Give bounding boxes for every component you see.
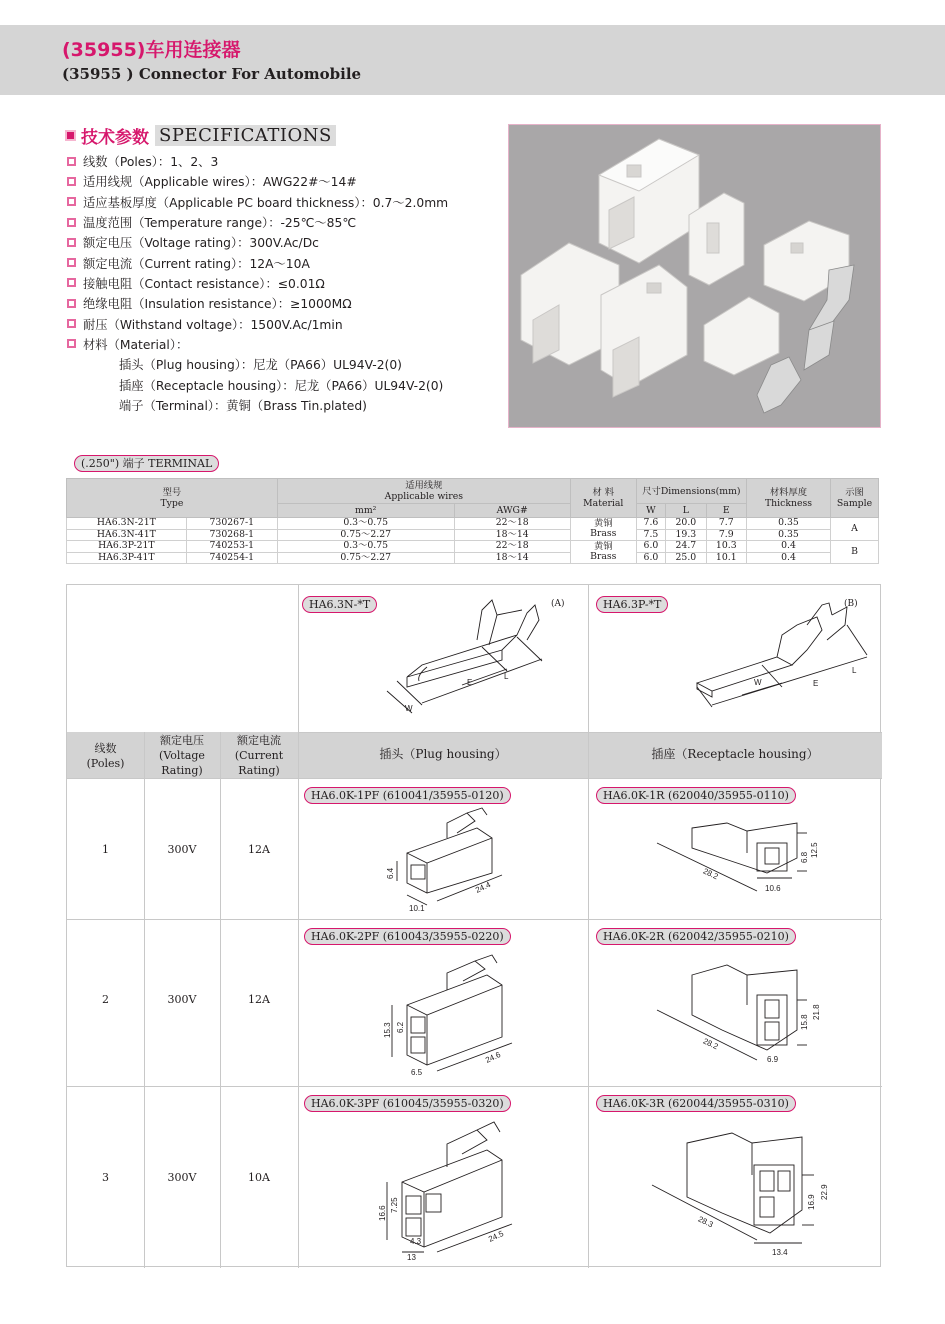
th-e: E [706, 504, 746, 518]
col-receptacle-header: 插座（Receptacle housing） [651, 747, 819, 761]
th-awg: AWG# [454, 504, 570, 518]
th-dims: 尺寸Dimensions(mm) [636, 479, 746, 504]
th-sample-zh: 示图 [845, 487, 864, 498]
svg-text:16.9: 16.9 [807, 1194, 816, 1210]
row3-receptacle-label: HA6.0K-3R (620044/35955-0310) [596, 1095, 796, 1112]
th-type-zh: 型号 [162, 487, 182, 498]
th-thick-en: Thickness [764, 498, 813, 509]
th-sample-en: Sample [836, 498, 873, 509]
row1-receptacle-drawing [647, 803, 847, 913]
svg-text:6.5: 6.5 [411, 1068, 423, 1077]
divider [67, 1086, 882, 1087]
th-w: W [636, 504, 665, 518]
svg-text:6.8: 6.8 [800, 851, 809, 863]
terminal-pill: (.250") 端子 TERMINAL [74, 455, 219, 472]
svg-text:6.4: 6.4 [386, 867, 395, 879]
bullet-icon [67, 278, 76, 287]
row3-receptacle-drawing [642, 1115, 852, 1260]
page-title-en: (35955 ) Connector For Automobile [62, 65, 362, 83]
specs-list [67, 151, 448, 415]
term-a-label-wrap [302, 593, 377, 613]
bullet-icon [67, 238, 76, 247]
term-b-label-wrap [596, 593, 668, 613]
spec-item: 线数（Poles）：1、2、3 [67, 151, 448, 171]
dim-l-b: L [852, 666, 857, 675]
spec-item: 适用线规（Applicable wires）：AWG22#～14# [67, 171, 448, 191]
row2-plug-drawing [367, 945, 557, 1080]
divider [298, 732, 882, 733]
spec-item: 材料（Material）： [67, 334, 448, 354]
specs-title-zh: 技术参数 [81, 128, 149, 148]
connector-photo-graphic [509, 125, 882, 429]
svg-text:28.2: 28.2 [701, 1036, 720, 1052]
sample-a: A [831, 518, 879, 541]
row2-voltage: 300V [167, 993, 197, 1006]
terminal-b-drawing [667, 595, 877, 725]
row1-poles: 1 [102, 843, 109, 856]
row2-receptacle-drawing [647, 950, 847, 1080]
svg-text:15.3: 15.3 [383, 1022, 392, 1038]
divider [588, 585, 589, 1268]
svg-text:12.5: 12.5 [810, 842, 819, 858]
row1-current: 12A [248, 843, 270, 856]
spec-item: 接触电阻（Contact resistance）：≤0.01Ω [67, 273, 448, 293]
bullet-icon [67, 218, 76, 227]
col-voltage-header: 额定电压 (Voltage Rating) [159, 734, 205, 777]
svg-text:16.6: 16.6 [378, 1205, 387, 1221]
spec-item: 绝缘电阻（Insulation resistance）：≥1000MΩ [67, 293, 448, 313]
svg-text:22.9: 22.9 [820, 1184, 829, 1200]
housing-drawing-grid [66, 584, 881, 1267]
terminal-table [66, 478, 879, 564]
bullet-icon [67, 258, 76, 267]
term-a-tag: (A) [551, 599, 565, 609]
row3-current: 10A [248, 1171, 270, 1184]
svg-text:4.3: 4.3 [410, 1237, 422, 1246]
svg-text:24.6: 24.6 [484, 1050, 502, 1065]
table-row: HA6.3N-21T 730267-1 0.3～0.75 22～18 黄铜 Brass 7.6 20.0 7.7 0.35 A [67, 518, 879, 530]
product-photo [508, 124, 881, 428]
th-l: L [666, 504, 706, 518]
col-current-header: 额定电流 (Current Rating) [234, 734, 284, 777]
spec-item: 耐压（Withstand voltage）：1500V.Ac/1min [67, 313, 448, 333]
spec-item: 额定电压（Voltage rating）：300V.Ac/Dc [67, 232, 448, 252]
table-row: HA6.3P-41T 740254-1 0.75～2.27 18～14 6.0 25.0 10.1 0.4 [67, 552, 879, 564]
material-item: 插座（Receptacle housing）：尼龙（PA66）UL94V-2(0) [119, 378, 444, 393]
svg-text:24.5: 24.5 [487, 1229, 505, 1244]
material-item: 端子（Terminal）：黄铜（Brass Tin.plated) [119, 399, 367, 414]
row2-poles: 2 [102, 993, 109, 1006]
square-bullet-icon [65, 130, 76, 141]
col-plug-header: 插头（Plug housing） [379, 747, 507, 761]
dim-e: E [467, 678, 473, 687]
specs-heading [65, 123, 336, 148]
svg-text:6.9: 6.9 [767, 1055, 779, 1064]
row3-poles: 3 [102, 1171, 109, 1184]
spec-item: 额定电流（Current rating）：12A～10A [67, 252, 448, 272]
material-item: 插头（Plug housing）：尼龙（PA66）UL94V-2(0) [119, 358, 402, 373]
th-material-zh: 材 料 [592, 487, 615, 498]
bullet-icon [67, 299, 76, 308]
svg-text:15.8: 15.8 [800, 1014, 809, 1030]
bullet-icon [67, 339, 76, 348]
row2-plug-label: HA6.0K-2PF (610043/35955-0220) [304, 928, 511, 945]
row1-voltage: 300V [167, 843, 197, 856]
term-a-label: HA6.3N-*T [302, 596, 377, 613]
row2-current: 12A [248, 993, 270, 1006]
row2-receptacle-label: HA6.0K-2R (620042/35955-0210) [596, 928, 796, 945]
row3-voltage: 300V [167, 1171, 197, 1184]
svg-text:24.4: 24.4 [474, 880, 492, 895]
divider [67, 778, 882, 779]
dim-w-b: W [754, 678, 762, 687]
svg-text:13: 13 [407, 1253, 416, 1262]
row3-plug-drawing [362, 1112, 562, 1262]
table-row: HA6.3P-21T 740253-1 0.3～0.75 22～18 黄铜 Brass 6.0 24.7 10.3 0.4 B [67, 541, 879, 553]
row1-plug-drawing [367, 803, 557, 913]
dim-l: L [504, 672, 509, 681]
specs-title-en: SPECIFICATIONS [155, 125, 336, 146]
terminal-a-drawing [367, 595, 587, 725]
svg-text:7.25: 7.25 [390, 1197, 399, 1213]
bullet-icon [67, 177, 76, 186]
bullet-icon [67, 197, 76, 206]
svg-text:10.1: 10.1 [409, 904, 425, 913]
bullet-icon [67, 157, 76, 166]
terminal-label [74, 452, 219, 472]
sample-b: B [831, 541, 879, 564]
divider [298, 585, 299, 1268]
col-poles-header: 线数 (Poles) [86, 742, 125, 770]
spec-item: 温度范围（Temperature range）：-25℃～85℃ [67, 212, 448, 232]
th-material-en: Material [583, 498, 624, 509]
svg-text:6.2: 6.2 [396, 1021, 405, 1033]
th-type-en: Type [160, 498, 184, 509]
svg-text:21.8: 21.8 [812, 1004, 821, 1020]
title-banner [0, 25, 945, 95]
row1-plug-label: HA6.0K-1PF (610041/35955-0120) [304, 787, 511, 804]
dim-w: W [405, 704, 413, 713]
th-mm2: mm² [277, 504, 454, 518]
svg-text:13.4: 13.4 [772, 1248, 788, 1257]
svg-text:28.2: 28.2 [701, 866, 720, 882]
term-b-tag: (B) [844, 599, 858, 609]
page-title-zh: (35955)车用连接器 [62, 39, 241, 61]
th-thick-zh: 材料厚度 [769, 487, 808, 498]
table-row: HA6.3N-41T 730268-1 0.75～2.27 18～14 7.5 19.3 7.9 0.35 [67, 529, 879, 541]
th-wires-en: Applicable wires [384, 491, 463, 502]
row1-receptacle-label: HA6.0K-1R (620040/35955-0110) [596, 787, 796, 804]
th-wires-zh: 适用线规 [405, 480, 443, 491]
dim-e-b: E [813, 679, 819, 688]
spec-item: 适应基板厚度（Applicable PC board thickness）：0.7～2.0mm [67, 192, 448, 212]
divider [67, 919, 882, 920]
term-b-label: HA6.3P-*T [596, 596, 668, 613]
bullet-icon [67, 319, 76, 328]
row3-plug-label: HA6.0K-3PF (610045/35955-0320) [304, 1095, 511, 1112]
svg-text:28.3: 28.3 [696, 1214, 715, 1230]
svg-text:10.6: 10.6 [765, 884, 781, 893]
